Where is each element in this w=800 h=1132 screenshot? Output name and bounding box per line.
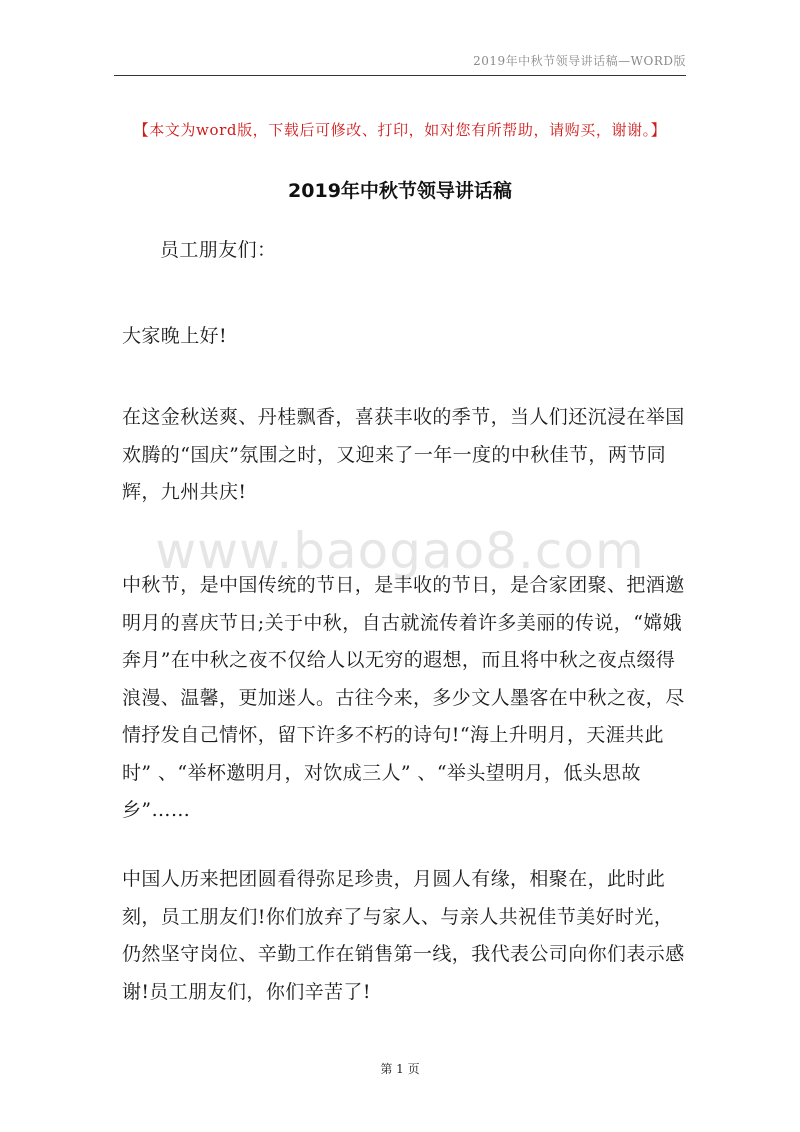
- paragraph-3: 中秋节，是中国传统的节日，是丰收的节日，是合家团聚、把酒邀明月的喜庆节日;关于中秋，自古就流传着许多美丽的传说，“嫦娥奔月”在中秋之夜不仅给人以无穷的遐想，而且将中秋之夜点缀得浪漫、温馨，更加迷人。古往今来，多少文人墨客在中秋之夜，尽情抒发自己情怀，留下许多不朽的诗句!“海上升明月，天涯共此时” 、“举杯邀明月，对饮成三人” 、“举头望明月，低头思故乡”……: [122, 574, 685, 821]
- page-number: 第 1 页: [380, 1062, 420, 1076]
- watermark: www.baogao8.com: [155, 522, 645, 580]
- running-header: 2019年中秋节领导讲话稿—WORD版: [473, 54, 686, 68]
- purchase-notice: 【本文为word版，下载后可修改、打印，如对您有所帮助，请购买，谢谢。】: [133, 121, 667, 139]
- document-title: 2019年中秋节领导讲话稿: [288, 180, 512, 202]
- paragraph-4: 中国人历来把团圆看得弥足珍贵，月圆人有缘，相聚在，此时此刻，员工朋友们!你们放弃了与家人、与亲人共祝佳节美好时光，仍然坚守岗位、辛勤工作在销售第一线，我代表公司向你们表示感谢!员工朋友们，你们辛苦了!: [122, 868, 685, 1003]
- header-divider: [114, 75, 686, 76]
- greeting-line: 员工朋友们：: [160, 239, 277, 261]
- paragraph-1: 大家晚上好!: [122, 325, 228, 347]
- paragraph-2: 在这金秋送爽、丹桂飘香，喜获丰收的季节，当人们还沉浸在举国欢腾的“国庆”氛围之时，又迎来了一年一度的中秋佳节，两节同辉，九州共庆!: [122, 406, 685, 503]
